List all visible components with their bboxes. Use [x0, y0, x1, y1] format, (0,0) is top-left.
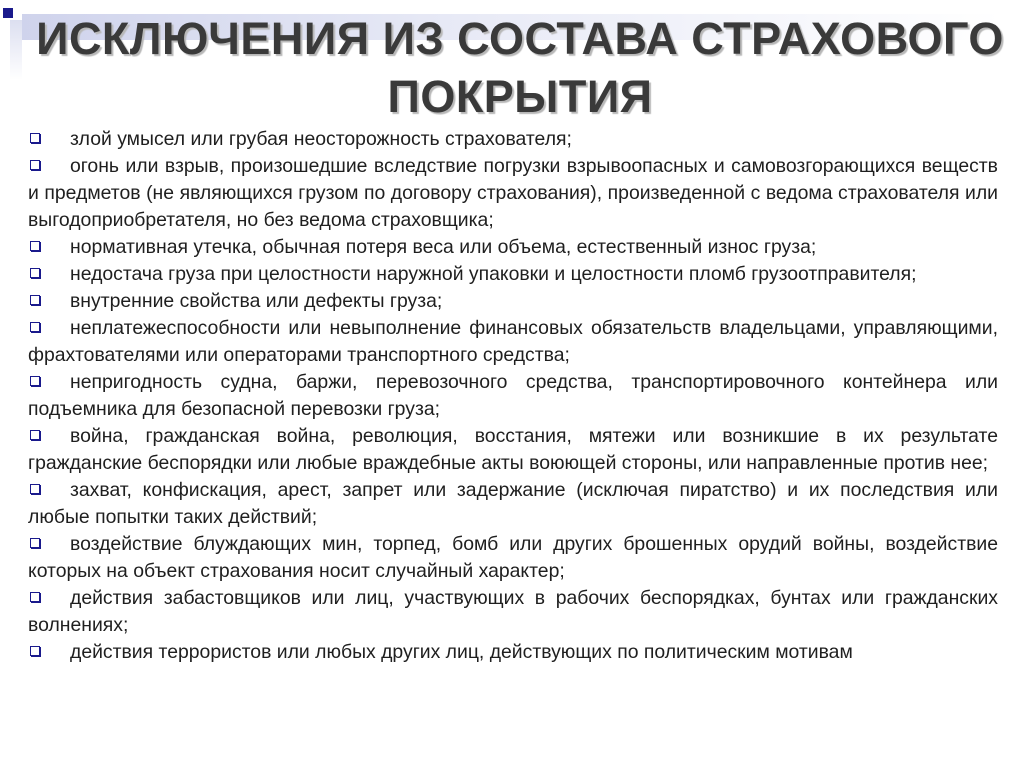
square-bullet-icon — [30, 592, 40, 602]
list-item-text: действия забастовщиков или лиц, участвующих в рабочих беспорядках, бунтах или гражданских волнениях; — [28, 587, 998, 636]
list-item — [28, 234, 998, 261]
list-item-text: злой умысел или грубая неосторожность страхователя; — [70, 128, 572, 150]
list-item — [28, 288, 998, 315]
square-bullet-icon — [30, 133, 40, 143]
list-item-text: огонь или взрыв, произошедшие вследствие погрузки взрывоопасных и самовозгорающихся веществ и предметов (не являющихся грузом по договору страхования), произведенной с ведома страхователя или выгодоприобретателя, но без ведома страховщика; — [28, 155, 998, 231]
list-item-text: внутренние свойства или дефекты груза; — [70, 290, 443, 312]
list-item — [28, 126, 998, 153]
list-item — [28, 477, 998, 531]
list-item-text: захват, конфискация, арест, запрет или задержание (исключая пиратство) и их последствия или любые попытки таких действий; — [28, 479, 998, 528]
square-bullet-icon — [30, 295, 40, 305]
square-bullet-icon — [30, 646, 40, 656]
list-item — [28, 369, 998, 423]
title-line-1: ИСКЛЮЧЕНИЯ ИЗ СОСТАВА СТРАХОВОГО — [36, 13, 1004, 64]
slide-title — [20, 10, 1020, 126]
square-bullet-icon — [30, 241, 40, 251]
list-item — [28, 531, 998, 585]
title-line-2: ПОКРЫТИЯ — [387, 71, 653, 122]
list-item-text: неплатежеспособности или невыполнение финансовых обязательств владельцами, управляющими, фрахтователями или операторами транспортного средства; — [28, 317, 998, 366]
corner-square-decoration — [3, 8, 13, 18]
square-bullet-icon — [30, 160, 40, 170]
list-item — [28, 585, 998, 639]
list-item-text: действия террористов или любых других лиц, действующих по политическим мотивам — [70, 641, 853, 663]
list-item-text: война, гражданская война, революция, восстания, мятежи или возникшие в их результате гражданские беспорядки или любые враждебные акты воюющей стороны, или направленные против нее; — [28, 425, 998, 474]
list-item-text: воздействие блуждающих мин, торпед, бомб или других брошенных орудий войны, воздействие которых на объект страхования носит случайный характер; — [28, 533, 998, 582]
list-item — [28, 315, 998, 369]
list-item — [28, 153, 998, 234]
list-item — [28, 639, 998, 666]
square-bullet-icon — [30, 538, 40, 548]
square-bullet-icon — [30, 430, 40, 440]
list-item-text: недостача груза при целостности наружной упаковки и целостности пломб грузоотправителя; — [70, 263, 917, 285]
bullet-list — [28, 126, 998, 666]
list-item — [28, 261, 998, 288]
square-bullet-icon — [30, 376, 40, 386]
square-bullet-icon — [30, 268, 40, 278]
list-item-text: нормативная утечка, обычная потеря веса или объема, естественный износ груза; — [70, 236, 817, 258]
square-bullet-icon — [30, 484, 40, 494]
list-item — [28, 423, 998, 477]
square-bullet-icon — [30, 322, 40, 332]
list-item-text: непригодность судна, баржи, перевозочного средства, транспортировочного контейнера или подъемника для безопасной перевозки груза; — [28, 371, 998, 420]
